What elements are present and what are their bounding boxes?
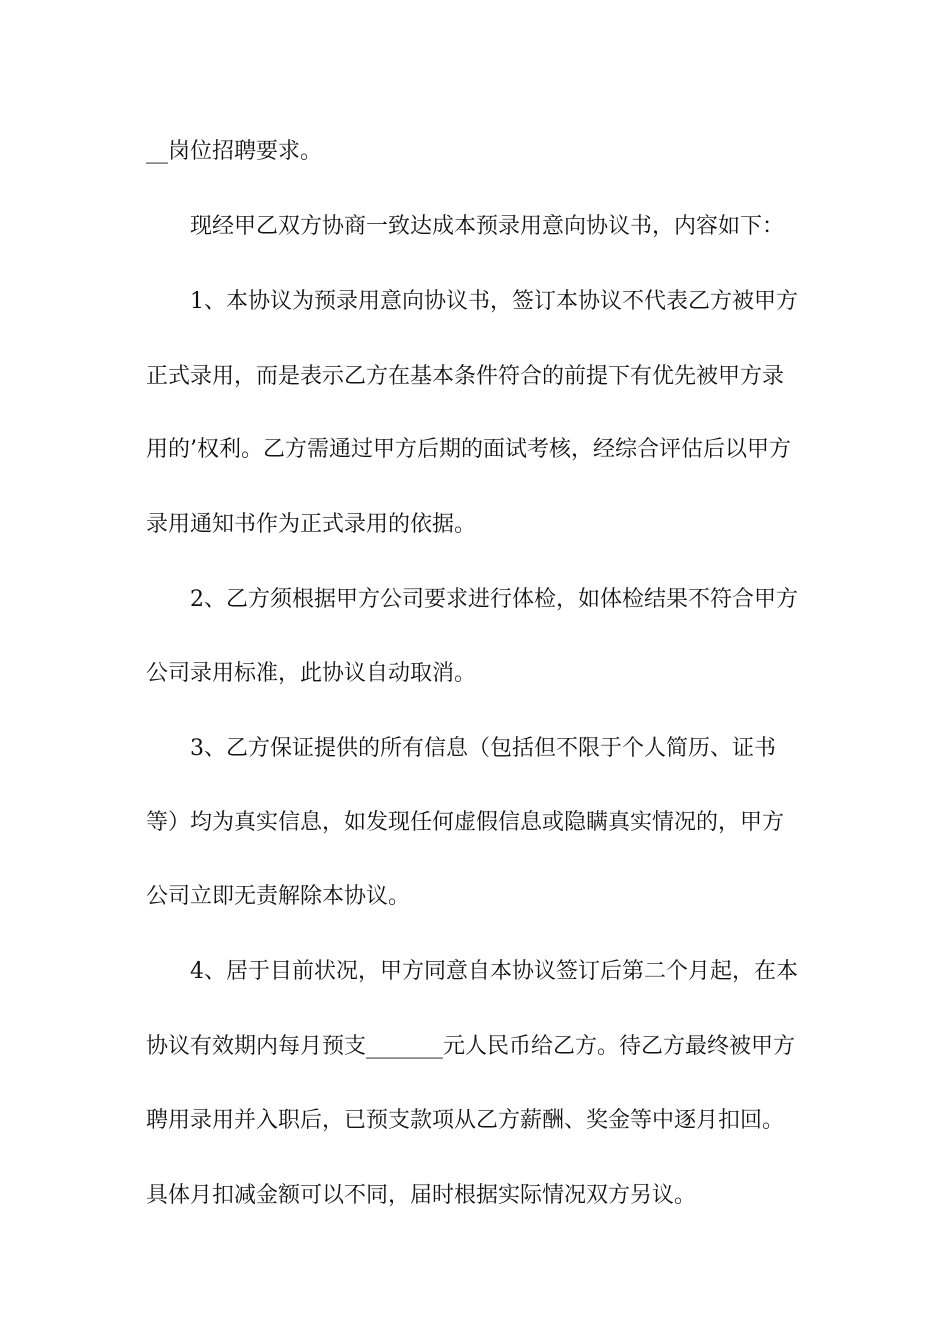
text-line-intro: 现经甲乙双方协商一致达成本预录用意向协议书，内容如下： <box>190 214 785 239</box>
clause-1-line-2: 正式录用，而是表示乙方在基本条件符合的前提下有优先被甲方录 <box>146 364 785 389</box>
clause-4-line-1: 4、居于目前状况，甲方同意自本协议签订后第二个月起，在本 <box>190 959 798 984</box>
clause-2-line-1: 2、乙方须根据甲方公司要求进行体检，如体检结果不符合甲方 <box>190 587 798 612</box>
clause-3-line-2: 等）均为真实信息，如发现任何虚假信息或隐瞒真实情况的，甲方 <box>146 810 785 835</box>
clause-4-line-4: 具体月扣减金额可以不同，届时根据实际情况双方另议。 <box>146 1183 697 1208</box>
text-line-position-requirement: __岗位招聘要求。 <box>146 139 323 164</box>
clause-3-line-3: 公司立即无责解除本协议。 <box>146 884 411 909</box>
clause-4-line-2: 协议有效期内每月预支_______元人民币给乙方。待乙方最终被甲方 <box>146 1034 796 1059</box>
clause-1-line-1: 1、本协议为预录用意向协议书，签订本协议不代表乙方被甲方 <box>190 289 798 314</box>
clause-1-line-4: 录用通知书作为正式录用的依据。 <box>146 512 477 537</box>
clause-2-line-2: 公司录用标准，此协议自动取消。 <box>146 661 477 686</box>
clause-3-line-1: 3、乙方保证提供的所有信息（包括但不限于个人简历、证书 <box>190 736 776 761</box>
clause-4-line-3: 聘用录用并入职后，已预支款项从乙方薪酬、奖金等中逐月扣回。 <box>146 1108 785 1133</box>
clause-1-line-3: 用的’权利。乙方需通过甲方后期的面试考核，经综合评估后以甲方 <box>146 437 791 462</box>
